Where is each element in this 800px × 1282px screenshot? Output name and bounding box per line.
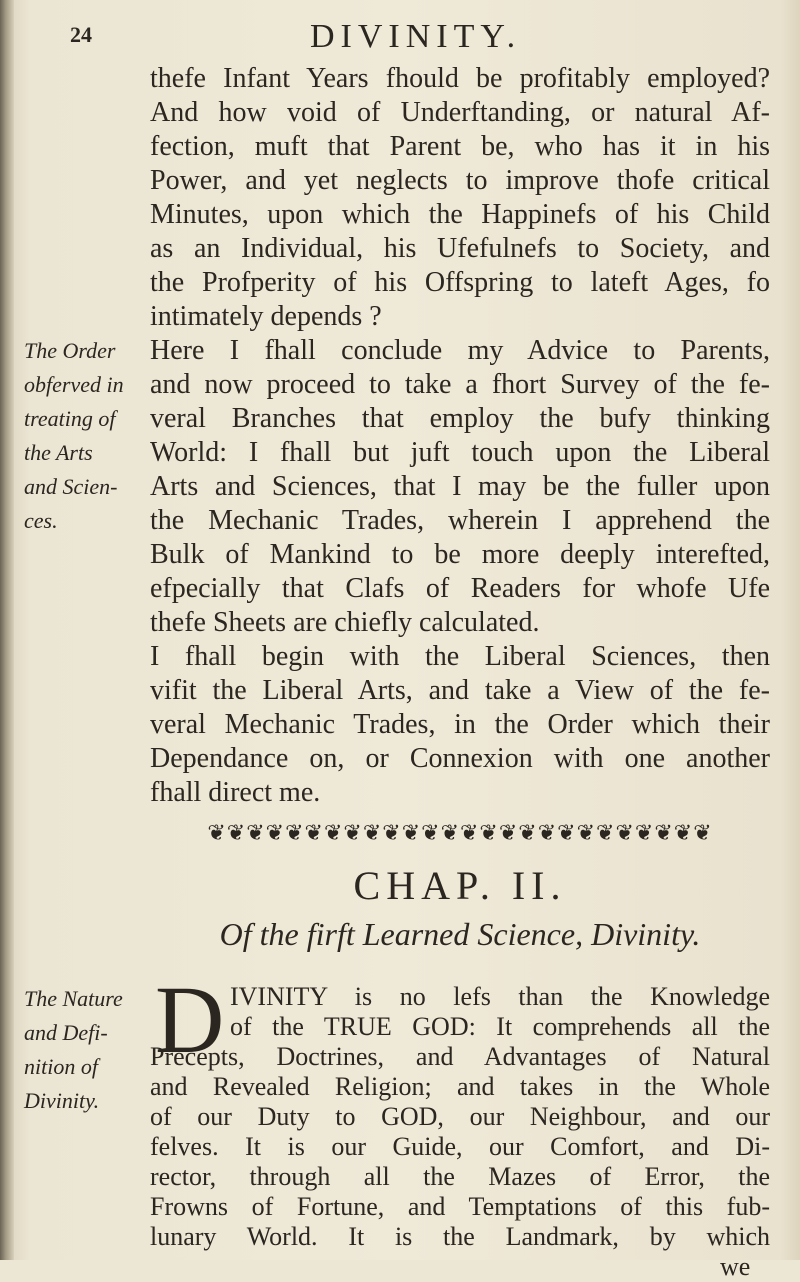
margin-note: the Arts xyxy=(24,440,93,465)
text-line: Arts and Sciences, that I may be the fuller upon xyxy=(150,471,770,502)
page-gutter xyxy=(0,0,14,1260)
page-number: 24 xyxy=(70,22,92,47)
margin-note: nition of xyxy=(24,1054,98,1079)
text-line: and Revealed Religion; and takes in the Whole xyxy=(150,1072,770,1101)
text-line: the Profperity of his Offspring to lateft Ages, fo xyxy=(150,267,770,298)
text-line: felves. It is our Guide, our Comfort, and Di- xyxy=(150,1132,770,1161)
text-line: Frowns of Fortune, and Temptations of this fub- xyxy=(150,1192,770,1221)
text-line: Bulk of Mankind to be more deeply interefted, xyxy=(150,539,770,570)
margin-note: The Order xyxy=(24,338,116,363)
chapter-heading: CHAP. II. xyxy=(353,863,567,908)
text-line: Dependance on, or Connexion with one another xyxy=(150,743,770,774)
ornament-band: ❦❦❦❦❦❦❦❦❦❦❦❦❦❦❦❦❦❦❦❦❦❦❦❦❦❦ xyxy=(207,821,713,846)
text-line: IVINITY is no lefs than the Knowledge xyxy=(230,982,770,1011)
margin-note: ces. xyxy=(24,508,58,533)
text-line: of the TRUE GOD: It comprehends all the xyxy=(230,1012,770,1041)
text-line: And how void of Underftanding, or natural Af- xyxy=(150,97,770,128)
text-line: of our Duty to GOD, our Neighbour, and our xyxy=(150,1102,770,1131)
text-line: Power, and yet neglects to improve thofe critical xyxy=(150,165,770,196)
text-line: and now proceed to take a fhort Survey of the fe- xyxy=(150,369,770,400)
margin-note: and Defi- xyxy=(24,1020,108,1045)
text-line: as an Individual, his Ufefulnefs to Society, and xyxy=(150,233,770,264)
margin-note: obferved in xyxy=(24,372,124,397)
text-line: World: I fhall but juft touch upon the Liberal xyxy=(150,437,770,468)
text-line: fhall direct me. xyxy=(150,777,321,808)
text-line: I fhall begin with the Liberal Sciences, then xyxy=(150,641,770,672)
text-line: Precepts, Doctrines, and Advantages of Natural xyxy=(150,1042,770,1071)
text-line: Here I fhall conclude my Advice to Parents, xyxy=(150,335,770,366)
text-line: fection, muft that Parent be, who has it in his xyxy=(150,131,770,162)
margin-note: and Scien- xyxy=(24,474,118,499)
chapter-subtitle: Of the firft Learned Science, Divinity. xyxy=(219,916,701,952)
drop-cap: D xyxy=(155,966,225,1073)
text-line: Minutes, upon which the Happinefs of his Child xyxy=(150,199,770,230)
text-line: vifit the Liberal Arts, and take a View of the fe- xyxy=(150,675,770,706)
text-line: intimately depends ? xyxy=(150,301,382,332)
running-title: DIVINITY. xyxy=(310,18,522,55)
margin-note: The Nature xyxy=(24,986,123,1011)
text-line: the Mechanic Trades, wherein I apprehend the xyxy=(150,505,770,536)
margin-note: Divinity. xyxy=(24,1088,100,1113)
text-line: rector, through all the Mazes of Error, the xyxy=(150,1162,770,1191)
catchword: we xyxy=(720,1252,751,1281)
page-header xyxy=(70,18,790,58)
text-line: veral Branches that employ the bufy thinking xyxy=(150,403,770,434)
margin-note: treating of xyxy=(24,406,116,431)
text-line: veral Mechanic Trades, in the Order which their xyxy=(150,709,770,740)
text-line: efpecially that Clafs of Readers for whofe Ufe xyxy=(150,573,770,604)
text-line: thefe Sheets are chiefly calculated. xyxy=(150,607,540,638)
text-line: thefe Infant Years fhould be profitably employed? xyxy=(150,63,770,94)
text-line: lunary World. It is the Landmark, by which xyxy=(150,1222,770,1251)
